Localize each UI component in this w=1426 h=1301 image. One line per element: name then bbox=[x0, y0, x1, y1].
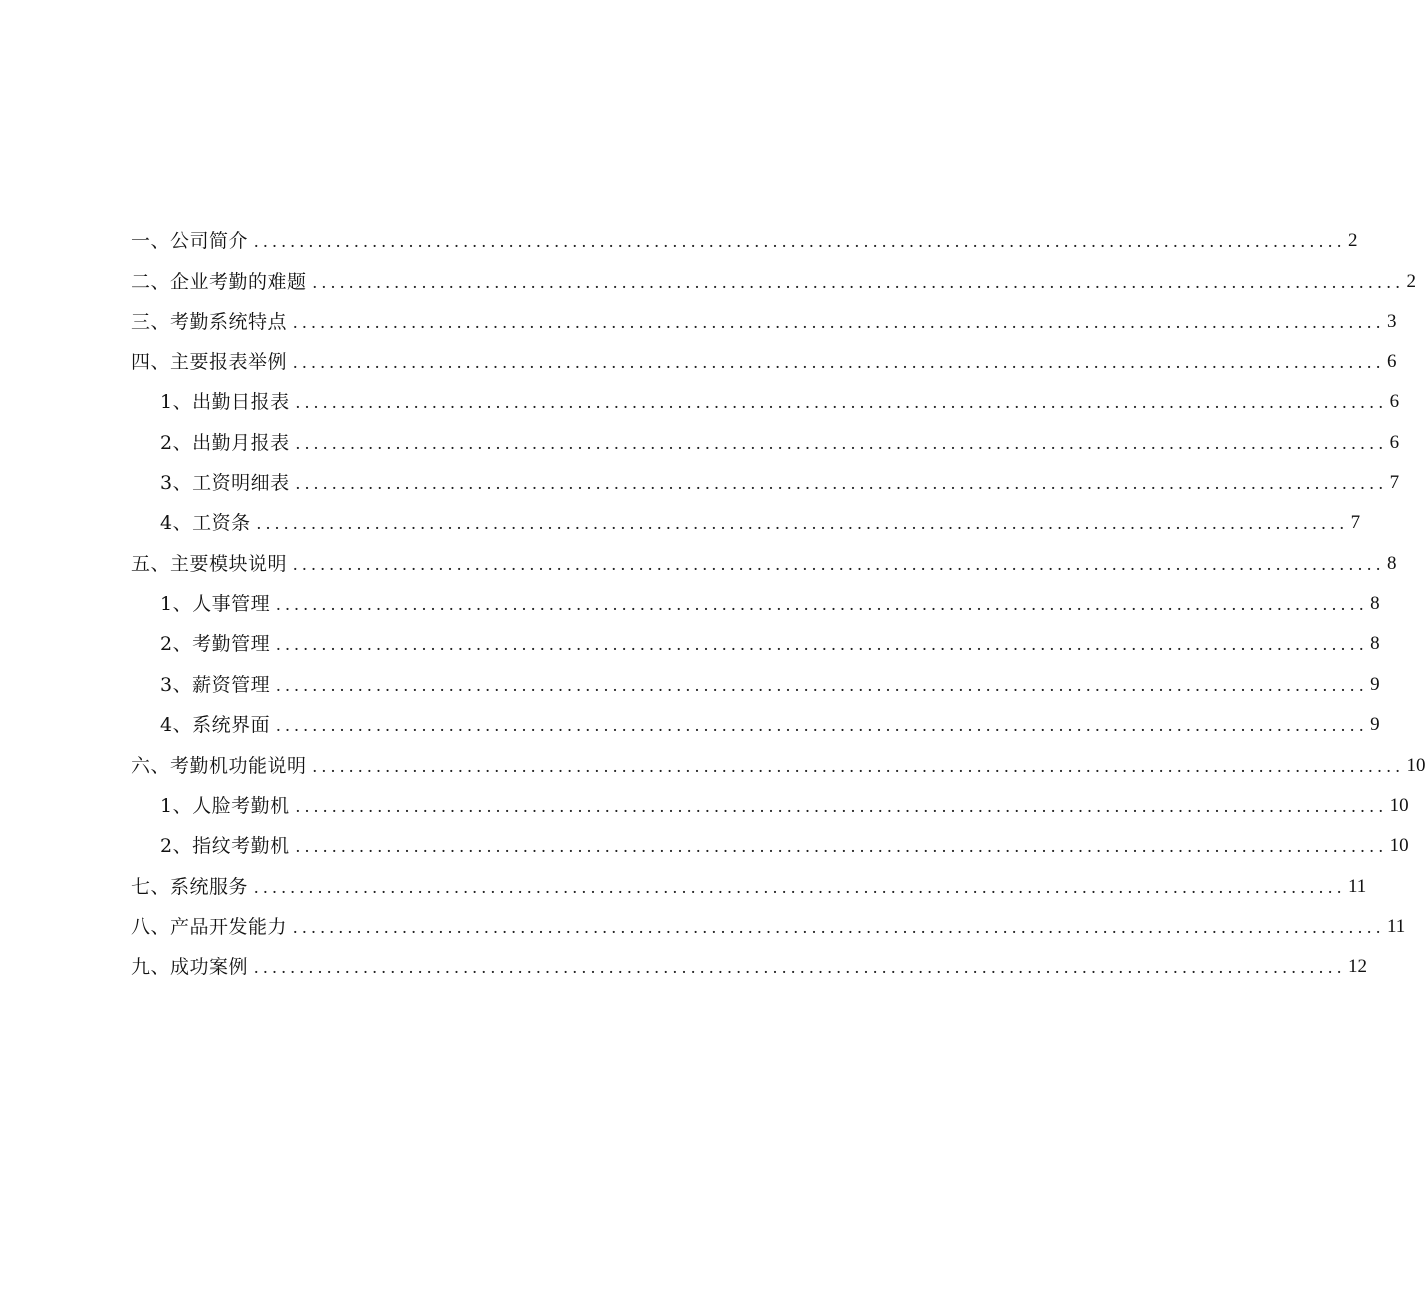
toc-subentry[interactable] bbox=[160, 506, 1361, 536]
toc-dot-leader: ........................................................................................................................ bbox=[293, 352, 1386, 372]
toc-entry-title: 1、出勤日报表 bbox=[160, 391, 290, 413]
toc-entry-title: 2、指纹考勤机 bbox=[160, 835, 290, 857]
toc-dot-leader: ........................................................................................................................ bbox=[295, 836, 1388, 856]
toc-dot-leader: ........................................................................................................................ bbox=[276, 594, 1369, 614]
toc-entry-page: 6 bbox=[1389, 432, 1400, 453]
toc-dot-leader: ........................................................................................................................ bbox=[276, 715, 1369, 735]
toc-dot-leader: ........................................................................................................................ bbox=[254, 877, 1347, 897]
toc-entry-page: 7 bbox=[1389, 472, 1400, 493]
toc-dot-leader: ........................................................................................................................ bbox=[312, 272, 1405, 292]
toc-entry-page: 6 bbox=[1389, 391, 1400, 412]
toc-dot-leader: ........................................................................................................................ bbox=[254, 957, 1347, 977]
toc-entry-page: 11 bbox=[1348, 876, 1367, 897]
toc-subentry[interactable] bbox=[160, 426, 1400, 456]
toc-entry[interactable] bbox=[131, 910, 1406, 940]
toc-entry-page: 9 bbox=[1370, 674, 1380, 695]
toc-entry-page: 3 bbox=[1387, 311, 1397, 332]
toc-dot-leader: ........................................................................................................................ bbox=[293, 312, 1386, 332]
toc-entry-page: 11 bbox=[1387, 916, 1406, 937]
toc-entry-title: 三、考勤系统特点 bbox=[131, 311, 288, 333]
toc-dot-leader: ........................................................................................................................ bbox=[254, 231, 1347, 251]
toc-entry-page: 7 bbox=[1350, 512, 1361, 533]
toc-dot-leader: ........................................................................................................................ bbox=[293, 554, 1386, 574]
toc-entry-title: 4、系统界面 bbox=[160, 714, 271, 736]
toc-entry-page: 12 bbox=[1348, 956, 1368, 977]
toc-entry-page: 6 bbox=[1387, 351, 1397, 372]
toc-entry[interactable] bbox=[131, 265, 1417, 295]
toc-entry-page: 2 bbox=[1348, 230, 1358, 251]
toc-dot-leader: ........................................................................................................................ bbox=[295, 796, 1388, 816]
toc-dot-leader: ........................................................................................................................ bbox=[256, 513, 1349, 533]
toc-entry[interactable] bbox=[131, 345, 1397, 375]
toc-dot-leader: ........................................................................................................................ bbox=[276, 634, 1369, 654]
toc-entry-title: 九、成功案例 bbox=[131, 956, 249, 978]
toc-dot-leader: ........................................................................................................................ bbox=[276, 675, 1369, 695]
toc-entry-title: 八、产品开发能力 bbox=[131, 916, 288, 938]
toc-entry[interactable] bbox=[131, 305, 1397, 335]
toc-entry[interactable] bbox=[131, 950, 1368, 980]
toc-subentry[interactable] bbox=[160, 627, 1380, 657]
toc-dot-leader: ........................................................................................................................ bbox=[295, 473, 1388, 493]
toc-entry[interactable] bbox=[131, 224, 1358, 254]
toc-subentry[interactable] bbox=[160, 708, 1380, 738]
toc-entry-title: 2、出勤月报表 bbox=[160, 432, 290, 454]
toc-dot-leader: ........................................................................................................................ bbox=[295, 433, 1388, 453]
toc-entry-page: 8 bbox=[1387, 553, 1397, 574]
toc-subentry[interactable] bbox=[160, 789, 1409, 819]
toc-entry-title: 1、人脸考勤机 bbox=[160, 795, 290, 817]
toc-entry-title: 六、考勤机功能说明 bbox=[131, 755, 307, 777]
toc-entry[interactable] bbox=[131, 749, 1426, 779]
toc-entry-title: 4、工资条 bbox=[160, 512, 251, 534]
toc-entry-title: 2、考勤管理 bbox=[160, 633, 271, 655]
toc-entry-page: 9 bbox=[1370, 714, 1380, 735]
toc-subentry[interactable] bbox=[160, 385, 1400, 415]
toc-entry[interactable] bbox=[131, 547, 1397, 577]
toc-entry-title: 五、主要模块说明 bbox=[131, 553, 288, 575]
toc-entry[interactable] bbox=[131, 870, 1367, 900]
toc-entry-page: 10 bbox=[1406, 755, 1426, 776]
toc-entry-title: 3、薪资管理 bbox=[160, 674, 271, 696]
toc-entry-title: 3、工资明细表 bbox=[160, 472, 290, 494]
toc-entry-page: 8 bbox=[1370, 633, 1380, 654]
toc-entry-page: 10 bbox=[1389, 835, 1409, 856]
toc-entry-page: 2 bbox=[1406, 271, 1417, 292]
toc-dot-leader: ........................................................................................................................ bbox=[293, 917, 1386, 937]
toc-entry-title: 一、公司简介 bbox=[131, 230, 249, 252]
toc-subentry[interactable] bbox=[160, 587, 1380, 617]
toc-entry-page: 8 bbox=[1370, 593, 1380, 614]
toc-subentry[interactable] bbox=[160, 829, 1409, 859]
toc-entry-title: 二、企业考勤的难题 bbox=[131, 271, 307, 293]
toc-dot-leader: ........................................................................................................................ bbox=[312, 756, 1405, 776]
toc-subentry[interactable] bbox=[160, 466, 1400, 496]
toc-entry-page: 10 bbox=[1389, 795, 1409, 816]
toc-entry-title: 1、人事管理 bbox=[160, 593, 271, 615]
toc-entry-title: 七、系统服务 bbox=[131, 876, 249, 898]
toc-entry-title: 四、主要报表举例 bbox=[131, 351, 288, 373]
toc-dot-leader: ........................................................................................................................ bbox=[295, 392, 1388, 412]
toc-subentry[interactable] bbox=[160, 668, 1380, 698]
